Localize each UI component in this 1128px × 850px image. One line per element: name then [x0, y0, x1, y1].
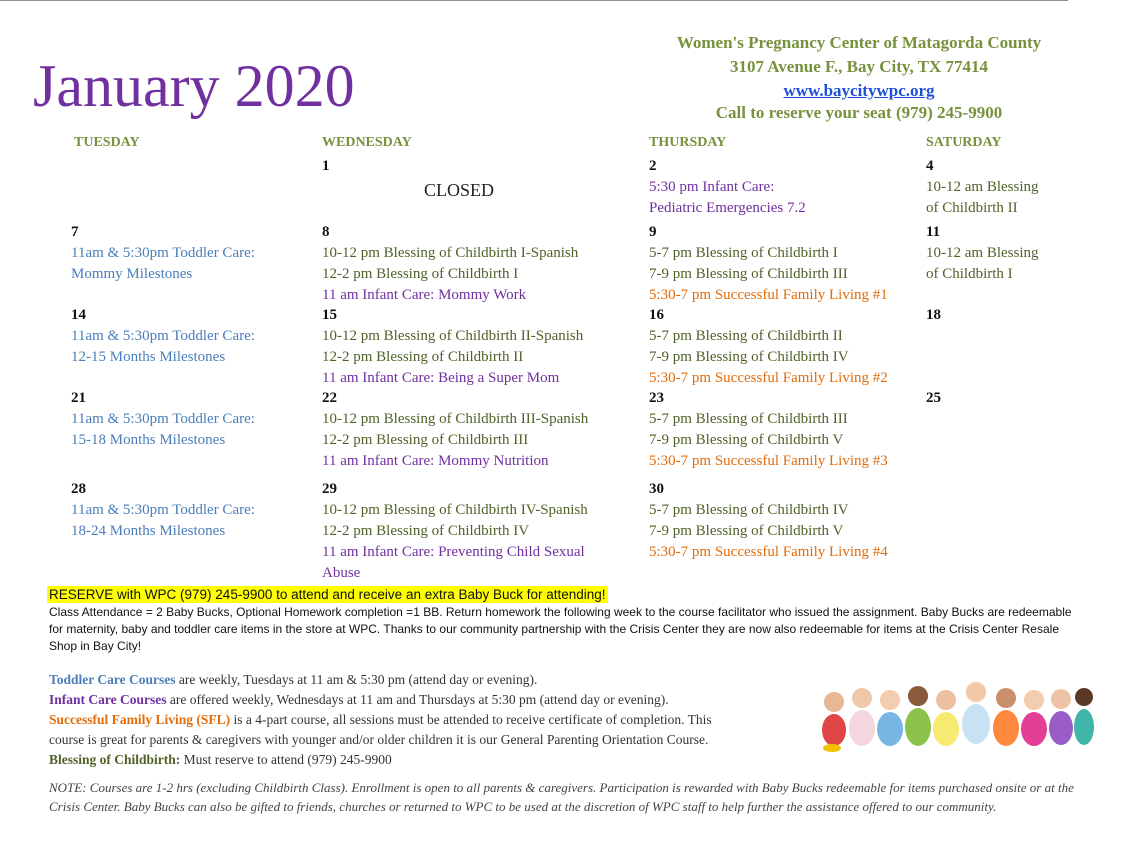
page-title: January 2020	[33, 53, 355, 119]
event-line: 10-12 pm Blessing of Childbirth IV-Spanish	[322, 502, 588, 518]
day-cell-8	[322, 222, 578, 306]
day-cell-21	[71, 388, 255, 451]
baby-figure-3	[877, 690, 903, 746]
attendance-text: Class Attendance = 2 Baby Bucks, Optional Homework completion =1 BB. Return homework the following week to the course facilitator who issued the assignment. Baby Bucks are redeemable for maternity, baby and toddler care items in the store at WPC. Thanks to our community partnership with the Crisis Center they are now also redeemable for items at the Crisis Center Resale Shop in Bay City!	[49, 605, 1072, 653]
day-cell-22	[322, 388, 588, 472]
org-address: 3107 Avenue F., Bay City, TX 77414	[729, 57, 989, 76]
event-line: 5:30 pm Infant Care:	[649, 179, 775, 195]
day-cell-23	[649, 388, 888, 472]
course-name: Blessing of Childbirth:	[49, 752, 181, 767]
day-number: 28	[71, 481, 86, 497]
baby-figure-1	[822, 692, 846, 752]
event-line: 5-7 pm Blessing of Childbirth I	[649, 245, 838, 261]
event-line: 12-2 pm Blessing of Childbirth II	[322, 349, 524, 365]
event-line: 5-7 pm Blessing of Childbirth IV	[649, 502, 849, 518]
day-number: 2	[649, 158, 657, 174]
org-website-link[interactable]: www.baycitywpc.org	[783, 81, 935, 100]
event-line: 12-2 pm Blessing of Childbirth I	[322, 266, 519, 282]
event-line: 5:30-7 pm Successful Family Living #3	[649, 453, 888, 469]
event-line: 5-7 pm Blessing of Childbirth III	[649, 411, 848, 427]
event-line: of Childbirth I	[926, 266, 1013, 282]
event-line: 11am & 5:30pm Toddler Care:	[71, 502, 255, 518]
day-cell-4	[926, 156, 1039, 219]
org-phone-line: Call to reserve your seat (979) 245-9900	[715, 103, 1003, 122]
day-number: 16	[649, 307, 664, 323]
event-line: 10-12 pm Blessing of Childbirth I-Spanish	[322, 245, 579, 261]
day-cell-29	[322, 479, 588, 584]
day-number: 4	[926, 158, 934, 174]
course-name: Infant Care Courses	[49, 692, 167, 707]
event-line: 5:30-7 pm Successful Family Living #4	[649, 544, 888, 560]
day-number: 15	[322, 307, 337, 323]
day-number: 18	[926, 307, 941, 323]
baby-figure-2	[849, 688, 875, 746]
event-line: 5:30-7 pm Successful Family Living #2	[649, 370, 888, 386]
day-number: 25	[926, 390, 941, 406]
event-line: 11am & 5:30pm Toddler Care:	[71, 245, 255, 261]
course-toddler	[49, 670, 537, 690]
day-number: 29	[322, 481, 337, 497]
event-line: Mommy Milestones	[71, 266, 193, 282]
event-line: 10-12 am Blessing	[926, 179, 1039, 195]
day-cell-30	[649, 479, 888, 563]
day-number: 8	[322, 224, 330, 240]
event-line: 12-2 pm Blessing of Childbirth III	[322, 432, 529, 448]
event-line: Pediatric Emergencies 7.2	[649, 200, 806, 216]
day-number: 30	[649, 481, 664, 497]
event-line: 11 am Infant Care: Preventing Child Sexual	[322, 544, 585, 560]
day-header-saturday: SATURDAY	[926, 135, 1002, 150]
closed-label: CLOSED	[424, 180, 495, 200]
event-line: 5:30-7 pm Successful Family Living #1	[649, 287, 888, 303]
course-description: Must reserve to attend (979) 245-9900	[180, 752, 392, 767]
course-description: are weekly, Tuesdays at 11 am & 5:30 pm (attend day or evening).	[175, 672, 538, 687]
event-line: 11 am Infant Care: Being a Super Mom	[322, 370, 560, 386]
day-cell-15	[322, 305, 583, 389]
day-number: 22	[322, 390, 337, 406]
course-description-continued: course is great for parents & caregivers with younger and/or older children it is our General Parenting Orientation Course.	[49, 732, 709, 747]
baby-figure-8	[1021, 690, 1047, 746]
event-line: Abuse	[322, 565, 361, 581]
course-description: is a 4-part course, all sessions must be attended to receive certificate of completion. This	[230, 712, 712, 727]
event-line: 11 am Infant Care: Mommy Nutrition	[322, 453, 549, 469]
course-description: are offered weekly, Wednesdays at 11 am and Thursdays at 5:30 pm (attend day or evening).	[166, 692, 669, 707]
event-line: 7-9 pm Blessing of Childbirth IV	[649, 349, 849, 365]
event-line: 7-9 pm Blessing of Childbirth III	[649, 266, 848, 282]
day-cell-16	[649, 305, 888, 389]
course-blessing	[49, 750, 392, 770]
day-number: 14	[71, 307, 86, 323]
header-divider	[0, 0, 1068, 1]
course-name: Successful Family Living (SFL)	[49, 712, 231, 727]
babies-photo	[818, 672, 1094, 754]
course-name: Toddler Care Courses	[49, 672, 176, 687]
event-line: 15-18 Months Milestones	[71, 432, 226, 448]
event-line: 5-7 pm Blessing of Childbirth II	[649, 328, 843, 344]
course-sfl	[49, 710, 712, 750]
baby-figure-9	[1049, 689, 1073, 745]
org-name: Women's Pregnancy Center of Matagorda County	[676, 33, 1042, 52]
day-cell-14	[71, 305, 255, 368]
day-number: 9	[649, 224, 657, 240]
baby-figure-7	[993, 688, 1019, 746]
event-line: 18-24 Months Milestones	[71, 523, 226, 539]
event-line: 11am & 5:30pm Toddler Care:	[71, 411, 255, 427]
event-line: 10-12 am Blessing	[926, 245, 1039, 261]
day-cell-1	[322, 156, 330, 177]
event-line: 11 am Infant Care: Mommy Work	[322, 287, 527, 303]
day-cell-28	[71, 479, 255, 542]
day-number: 1	[322, 158, 330, 174]
event-line: of Childbirth II	[926, 200, 1018, 216]
baby-figure-10	[1074, 688, 1094, 745]
event-line: 12-2 pm Blessing of Childbirth IV	[322, 523, 530, 539]
day-number: 11	[926, 224, 941, 240]
baby-figure-5	[933, 690, 959, 746]
event-line: 7-9 pm Blessing of Childbirth V	[649, 523, 844, 539]
day-cell-7	[71, 222, 255, 285]
event-line: 7-9 pm Blessing of Childbirth V	[649, 432, 844, 448]
day-cell-18	[926, 305, 941, 326]
day-cell-25	[926, 388, 941, 409]
event-line: 12-15 Months Milestones	[71, 349, 226, 365]
baby-figure-6	[962, 682, 990, 744]
day-header-wednesday: WEDNESDAY	[322, 135, 412, 150]
baby-figure-4	[905, 686, 931, 746]
day-cell-11	[926, 222, 1039, 285]
day-number: 21	[71, 390, 86, 406]
day-number: 23	[649, 390, 664, 406]
day-header-thursday: THURSDAY	[649, 135, 727, 150]
reserve-banner: RESERVE with WPC (979) 245-9900 to attend and receive an extra Baby Buck for attending!	[49, 587, 606, 602]
course-infant	[49, 690, 669, 710]
day-header-tuesday: TUESDAY	[74, 135, 140, 150]
note-text: NOTE: Courses are 1-2 hrs (excluding Childbirth Class). Enrollment is open to all parents & caregivers. Participation is rewarded with Baby Bucks redeemable for items purchased onsite or at the Crisis Center. Baby Bucks can also be gifted to friends, churches or returned to WPC to be used at the discretion of WPC staff to help further the assistance offered to our community.	[49, 780, 1074, 814]
event-line: 11am & 5:30pm Toddler Care:	[71, 328, 255, 344]
event-line: 10-12 pm Blessing of Childbirth II-Spanish	[322, 328, 584, 344]
event-line: 10-12 pm Blessing of Childbirth III-Spanish	[322, 411, 589, 427]
day-cell-2	[649, 156, 806, 219]
day-number: 7	[71, 224, 79, 240]
day-cell-9	[649, 222, 888, 306]
